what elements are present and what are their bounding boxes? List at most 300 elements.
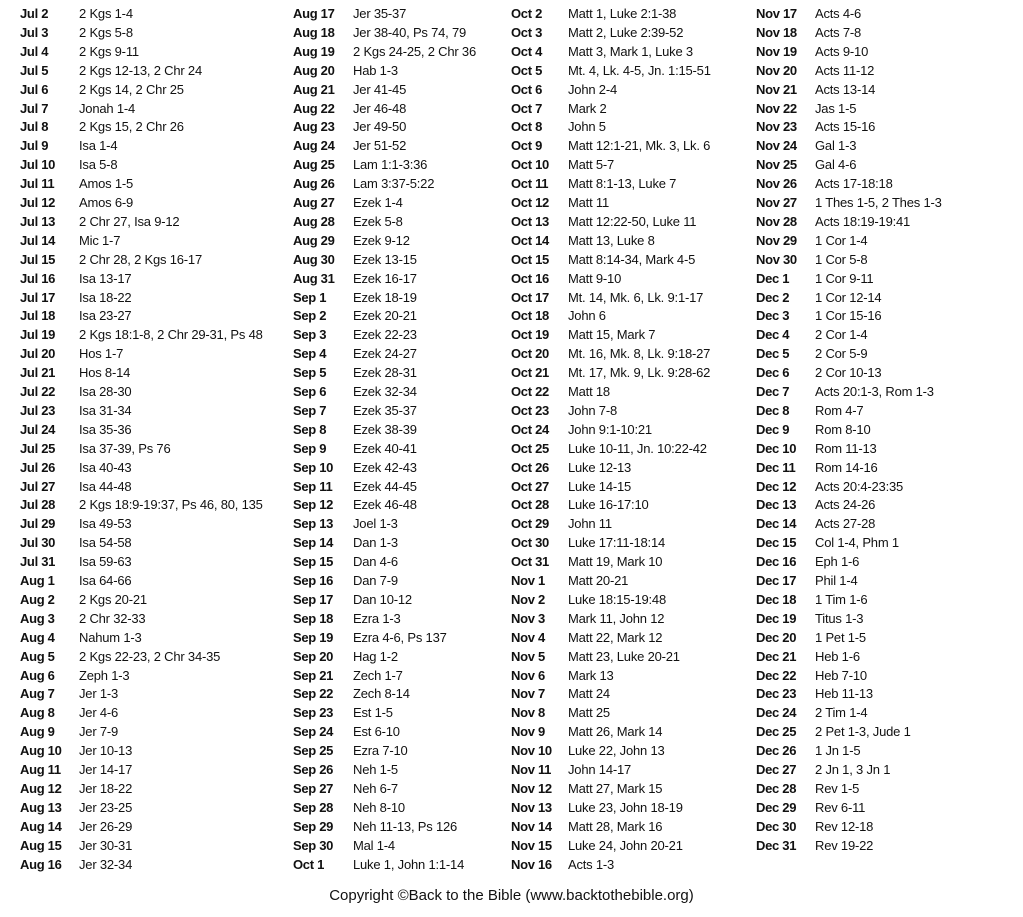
entry-reading: Ezek 20-21 [353,308,417,324]
entry-date: Dec 8 [756,402,790,418]
entry-date: Jul 26 [20,459,56,475]
entry-reading: Est 6-10 [353,724,400,740]
entry-reading: Ezek 35-37 [353,402,417,418]
entry-date: Dec 27 [756,762,797,777]
entry-date: Aug 16 [20,856,62,872]
entry-reading: Joel 1-3 [353,516,398,532]
entry-date: Aug 4 [20,629,55,645]
entry-date: Sep 22 [293,686,334,702]
entry-date: Oct 17 [511,289,549,305]
entry-reading: Mic 1-7 [79,232,121,248]
entry-reading: Isa 40-43 [79,459,132,475]
entry-date: Dec 16 [756,554,797,570]
entry-reading: 2 Kgs 12-13, 2 Chr 24 [79,62,202,78]
entry-date: Jul 4 [20,43,49,59]
entry-reading: Matt 8:14-34, Mark 4-5 [568,251,696,267]
entry-reading: Matt 22, Mark 12 [568,629,663,645]
entry-date: Nov 16 [511,856,552,872]
entry-reading: Jonah 1-4 [79,100,136,116]
entry-date: Sep 8 [293,421,327,437]
entry-date: Dec 31 [756,837,797,853]
entry-reading: Matt 20-21 [568,573,629,588]
entry-reading: 2 Kgs 5-8 [79,24,133,40]
entry-reading: Rom 11-13 [815,440,877,456]
entry-reading: Rom 14-16 [815,459,878,475]
entry-reading: 2 Chr 32-33 [79,610,146,626]
entry-reading: 2 Pet 1-3, Jude 1 [815,724,911,740]
entry-date: Oct 13 [511,213,549,229]
entry-date: Sep 6 [293,384,327,399]
entry-date: Aug 12 [20,780,62,796]
entry-reading: Isa 1-4 [79,138,118,154]
entry-date: Jul 9 [20,138,49,154]
entry-reading: Acts 9-10 [815,43,869,59]
entry-reading: 1 Cor 1-4 [815,232,868,248]
entry-date: Dec 12 [756,478,797,494]
entry-date: Oct 25 [511,440,549,456]
entry-reading: Acts 4-6 [815,6,862,21]
entry-date: Jul 2 [20,6,49,21]
entry-reading: Amos 1-5 [79,176,134,192]
entry-reading: Ezek 46-48 [353,497,417,513]
entry-reading: Luke 14-15 [568,478,632,494]
entry-reading: Acts 18:19-19:41 [815,213,911,229]
entry-date: Aug 31 [293,270,335,286]
entry-date: Oct 5 [511,62,543,78]
entry-date: Oct 7 [511,100,543,116]
entry-date: Sep 20 [293,648,334,664]
entry-reading: 1 Pet 1-5 [815,629,866,645]
entry-date: Dec 4 [756,327,790,343]
entry-date: Sep 21 [293,667,334,683]
entry-date: Sep 13 [293,516,334,532]
entry-date: Nov 21 [756,81,797,97]
entry-reading: Acts 7-8 [815,24,862,40]
entry-date: Jul 23 [20,402,56,418]
entry-date: Dec 15 [756,535,797,551]
entry-reading: Rom 8-10 [815,421,871,437]
entry-reading: Ezek 18-19 [353,289,417,305]
entry-date: Nov 6 [511,667,545,683]
entry-reading: 2 Chr 28, 2 Kgs 16-17 [79,251,202,267]
entry-reading: Matt 15, Mark 7 [568,327,656,343]
entry-reading: Matt 23, Luke 20-21 [568,648,680,664]
entry-date: Sep 18 [293,610,334,626]
entry-date: Aug 29 [293,232,335,248]
entry-date: Jul 25 [20,440,56,456]
entry-reading: Isa 18-22 [79,289,132,305]
entry-reading: John 5 [568,119,606,135]
entry-reading: Isa 49-53 [79,516,132,532]
entry-date: Jul 29 [20,516,56,532]
entry-reading: Mal 1-4 [353,837,395,853]
entry-reading: 2 Kgs 15, 2 Chr 26 [79,119,184,135]
entry-reading: Isa 31-34 [79,402,132,418]
entry-reading: Nahum 1-3 [79,629,142,645]
entry-reading: Dan 4-6 [353,554,398,570]
entry-reading: 2 Cor 5-9 [815,346,868,362]
entry-date: Oct 21 [511,365,549,381]
entry-reading: John 14-17 [568,762,632,777]
entry-reading: Matt 25 [568,705,610,721]
entry-reading: Eph 1-6 [815,554,860,570]
entry-reading: Luke 17:11-18:14 [568,535,666,551]
entry-reading: Mt. 4, Lk. 4-5, Jn. 1:15-51 [568,62,711,78]
entry-date: Oct 2 [511,6,543,21]
entry-reading: Gal 1-3 [815,138,857,154]
entry-reading: Heb 11-13 [815,686,873,702]
entry-date: Dec 29 [756,799,797,815]
entry-date: Oct 22 [511,384,549,399]
entry-reading: Isa 64-66 [79,573,132,588]
entry-reading: Luke 23, John 18-19 [568,799,683,815]
entry-date: Jul 22 [20,384,56,399]
entry-date: Dec 25 [756,724,797,740]
entry-date: Aug 9 [20,724,55,740]
entry-reading: Jas 1-5 [815,100,857,116]
entry-date: Nov 3 [511,610,545,626]
entry-reading: Matt 2, Luke 2:39-52 [568,24,684,40]
entry-reading: 2 Kgs 20-21 [79,591,147,607]
entry-date: Aug 30 [293,251,335,267]
entry-reading: Rom 4-7 [815,402,864,418]
entry-date: Oct 30 [511,535,549,551]
entry-date: Nov 8 [511,705,545,721]
entry-reading: 2 Jn 1, 3 Jn 1 [815,762,891,777]
entry-reading: Ezek 22-23 [353,327,417,343]
entry-reading: Luke 10-11, Jn. 10:22-42 [568,440,707,456]
entry-reading: Ezek 5-8 [353,213,403,229]
entry-date: Oct 9 [511,138,543,154]
entry-reading: Jer 32-34 [79,856,133,872]
entry-date: Dec 21 [756,648,797,664]
entry-date: Nov 17 [756,6,797,21]
entry-reading: Matt 12:1-21, Mk. 3, Lk. 6 [568,138,711,154]
entry-date: Dec 14 [756,516,797,532]
entry-reading: Jer 35-37 [353,6,407,21]
entry-date: Aug 24 [293,138,335,154]
entry-reading: Acts 15-16 [815,119,876,135]
entry-date: Dec 6 [756,365,790,381]
entry-date: Sep 15 [293,554,334,570]
entry-reading: 1 Tim 1-6 [815,591,868,607]
entry-reading: Matt 24 [568,686,610,702]
entry-date: Oct 10 [511,157,549,173]
entry-date: Oct 29 [511,516,549,532]
entry-reading: Acts 11-12 [815,62,875,78]
entry-reading: Rev 19-22 [815,837,874,853]
entry-reading: Rev 12-18 [815,818,874,834]
entry-date: Nov 7 [511,686,545,702]
entry-date: Jul 10 [20,157,56,173]
entry-reading: 2 Chr 27, Isa 9-12 [79,213,180,229]
entry-date: Nov 4 [511,629,545,645]
entry-date: Sep 2 [293,308,327,324]
entry-reading: Ezek 40-41 [353,440,417,456]
entry-reading: Jer 30-31 [79,837,133,853]
entry-date: Dec 28 [756,780,797,796]
entry-date: Sep 3 [293,327,327,343]
entry-date: Jul 7 [20,100,49,116]
entry-date: Nov 27 [756,195,797,210]
entry-reading: Jer 49-50 [353,119,407,135]
entry-date: Jul 3 [20,24,49,40]
entry-date: Dec 24 [756,705,797,721]
entry-date: Aug 21 [293,81,335,97]
entry-reading: Neh 8-10 [353,799,405,815]
entry-date: Nov 11 [511,762,552,777]
entry-date: Sep 1 [293,289,327,305]
entry-date: Sep 25 [293,743,334,759]
entry-reading: Lam 3:37-5:22 [353,176,435,192]
entry-date: Aug 15 [20,837,62,853]
entry-date: Sep 28 [293,799,334,815]
entry-reading: Matt 13, Luke 8 [568,232,655,248]
entry-reading: Luke 16-17:10 [568,497,649,513]
entry-date: Jul 6 [20,81,49,97]
entry-reading: Acts 1-3 [568,856,615,872]
entry-date: Jul 11 [20,176,55,192]
entry-date: Sep 12 [293,497,334,513]
entry-reading: John 2-4 [568,81,617,97]
entry-date: Oct 24 [511,421,549,437]
entry-date: Aug 7 [20,686,55,702]
entry-reading: Jer 7-9 [79,724,119,740]
entry-date: Dec 13 [756,497,797,513]
entry-date: Jul 19 [20,327,56,343]
entry-reading: Matt 11 [568,195,609,210]
entry-date: Sep 7 [293,402,327,418]
entry-reading: Zech 8-14 [353,686,410,702]
entry-date: Jul 8 [20,119,49,135]
entry-reading: Isa 44-48 [79,478,132,494]
entry-reading: Ezek 24-27 [353,346,417,362]
entry-reading: Acts 24-26 [815,497,876,513]
entry-date: Sep 26 [293,762,334,777]
entry-date: Jul 24 [20,421,56,437]
entry-reading: Matt 5-7 [568,157,615,173]
entry-date: Aug 2 [20,591,55,607]
entry-reading: Dan 10-12 [353,591,412,607]
entry-date: Aug 23 [293,119,335,135]
entry-reading: Col 1-4, Phm 1 [815,535,899,551]
entry-date: Nov 13 [511,799,552,815]
entry-reading: Isa 37-39, Ps 76 [79,440,171,456]
entry-date: Jul 21 [20,365,56,381]
entry-reading: Jer 14-17 [79,762,133,777]
entry-date: Jul 18 [20,308,56,324]
entry-reading: Luke 1, John 1:1-14 [353,856,465,872]
reading-plan-columns [0,4,1023,874]
entry-date: Aug 3 [20,610,55,626]
entry-reading: Hos 8-14 [79,365,131,381]
entry-date: Dec 23 [756,686,797,702]
entry-date: Sep 10 [293,459,334,475]
entry-date: Oct 26 [511,459,549,475]
entry-date: Oct 27 [511,478,549,494]
entry-reading: Isa 59-63 [79,554,132,570]
entry-date: Aug 28 [293,213,335,229]
entry-reading: Jer 10-13 [79,743,133,759]
entry-date: Nov 9 [511,724,545,740]
entry-date: Nov 26 [756,176,797,192]
entry-reading: Matt 27, Mark 15 [568,780,663,796]
entry-reading: 2 Kgs 24-25, 2 Chr 36 [353,43,476,59]
entry-reading: Neh 11-13, Ps 126 [353,818,458,834]
entry-date: Aug 22 [293,100,335,116]
entry-reading: Hag 1-2 [353,648,398,664]
entry-reading: Rev 1-5 [815,780,860,796]
entry-date: Nov 5 [511,648,545,664]
entry-reading: Rev 6-11 [815,799,866,815]
entry-reading: Luke 18:15-19:48 [568,591,666,607]
entry-reading: 2 Kgs 9-11 [79,43,139,59]
entry-reading: Acts 20:1-3, Rom 1-3 [815,384,934,399]
entry-reading: Dan 1-3 [353,535,398,551]
entry-date: Dec 20 [756,629,797,645]
entry-date: Oct 20 [511,346,549,362]
entry-reading: Ezek 32-34 [353,384,417,399]
entry-date: Sep 9 [293,440,327,456]
entry-date: Sep 14 [293,535,334,551]
entry-date: Dec 22 [756,667,797,683]
entry-date: Aug 18 [293,24,335,40]
entry-reading: Mt. 17, Mk. 9, Lk. 9:28-62 [568,365,711,381]
entry-reading: Jer 51-52 [353,138,407,154]
entry-reading: Mt. 16, Mk. 8, Lk. 9:18-27 [568,346,711,362]
entry-date: Nov 28 [756,213,797,229]
entry-reading: 2 Cor 1-4 [815,327,868,343]
entry-reading: Mark 13 [568,667,614,683]
entry-reading: Heb 7-10 [815,667,867,683]
entry-reading: John 7-8 [568,402,617,418]
entry-date: Nov 24 [756,138,797,154]
entry-reading: Mt. 14, Mk. 6, Lk. 9:1-17 [568,289,704,305]
entry-date: Nov 19 [756,43,797,59]
entry-date: Aug 13 [20,799,62,815]
entry-date: Jul 13 [20,213,56,229]
entry-date: Dec 10 [756,440,797,456]
entry-date: Dec 30 [756,818,797,834]
entry-date: Aug 19 [293,43,335,59]
entry-date: Aug 5 [20,648,55,664]
entry-date: Nov 2 [511,591,545,607]
entry-reading: Isa 5-8 [79,157,118,173]
entry-date: Aug 6 [20,667,55,683]
entry-date: Oct 15 [511,251,549,267]
entry-reading: Heb 1-6 [815,648,860,664]
entry-reading: Luke 24, John 20-21 [568,837,683,853]
entry-reading: Jer 46-48 [353,100,407,116]
entry-reading: Ezek 28-31 [353,365,417,381]
entry-reading: Jer 23-25 [79,799,133,815]
entry-date: Jul 30 [20,535,56,551]
entry-reading: Isa 28-30 [79,384,132,399]
entry-date: Jul 20 [20,346,56,362]
entry-date: Sep 11 [293,478,333,494]
entry-date: Nov 12 [511,780,552,796]
entry-reading: 2 Kgs 18:9-19:37, Ps 46, 80, 135 [79,497,263,513]
entry-reading: Jer 38-40, Ps 74, 79 [353,24,467,40]
entry-reading: Ezek 9-12 [353,232,410,248]
entry-date: Nov 29 [756,232,797,248]
entry-reading: Ezek 44-45 [353,478,417,494]
entry-reading: John 9:1-10:21 [568,421,652,437]
entry-date: Nov 14 [511,818,552,834]
entry-reading: Matt 19, Mark 10 [568,554,663,570]
entry-date: Aug 20 [293,62,335,78]
entry-reading: 2 Kgs 1-4 [79,6,133,21]
entry-date: Oct 18 [511,308,549,324]
entry-reading: Matt 28, Mark 16 [568,818,663,834]
entry-reading: Jer 41-45 [353,81,407,97]
entry-reading: Gal 4-6 [815,157,857,173]
entry-date: Dec 7 [756,384,790,399]
entry-date: Sep 24 [293,724,334,740]
entry-reading: Ezra 1-3 [353,610,401,626]
entry-date: Oct 6 [511,81,543,97]
entry-reading: Isa 54-58 [79,535,132,551]
entry-date: Nov 18 [756,24,797,40]
entry-date: Aug 27 [293,195,335,210]
entry-date: Sep 19 [293,629,334,645]
entry-date: Jul 16 [20,270,56,286]
entry-reading: 2 Cor 10-13 [815,365,882,381]
entry-reading: 1 Jn 1-5 [815,743,861,759]
entry-reading: Isa 13-17 [79,270,132,286]
entry-reading: Neh 6-7 [353,780,398,796]
entry-reading: Matt 9-10 [568,270,622,286]
entry-reading: Matt 1, Luke 2:1-38 [568,6,677,21]
entry-date: Dec 11 [756,459,796,475]
entry-reading: Luke 12-13 [568,459,632,475]
entry-date: Oct 31 [511,554,549,570]
entry-reading: Ezek 42-43 [353,459,417,475]
entry-reading: John 11 [568,516,612,532]
entry-reading: Jer 18-22 [79,780,133,796]
entry-reading: Mark 11, John 12 [568,610,665,626]
entry-date: Dec 5 [756,346,790,362]
entry-date: Aug 25 [293,157,335,173]
entry-date: Oct 4 [511,43,543,59]
entry-reading: Acts 17-18:18 [815,176,893,192]
copyright-notice: Copyright ©Back to the Bible (www.backtothebible.org) [329,887,694,904]
entry-date: Jul 15 [20,251,56,267]
entry-reading: 1 Cor 9-11 [815,270,874,286]
entry-reading: Matt 26, Mark 14 [568,724,663,740]
entry-date: Nov 1 [511,573,545,588]
entry-reading: Jer 1-3 [79,686,119,702]
entry-date: Sep 27 [293,780,334,796]
entry-date: Oct 16 [511,270,549,286]
entry-date: Oct 14 [511,232,549,248]
entry-date: Nov 25 [756,157,797,173]
entry-date: Oct 28 [511,497,549,513]
entry-reading: 1 Cor 15-16 [815,308,882,324]
entry-date: Sep 4 [293,346,327,362]
entry-reading: Ezek 16-17 [353,270,417,286]
entry-date: Nov 23 [756,119,797,135]
entry-date: Nov 30 [756,251,797,267]
entry-reading: Matt 8:1-13, Luke 7 [568,176,677,192]
entry-date: Dec 3 [756,308,790,324]
entry-reading: Hab 1-3 [353,62,398,78]
entry-date: Aug 26 [293,176,335,192]
entry-reading: 2 Kgs 14, 2 Chr 25 [79,81,184,97]
entry-reading: Acts 13-14 [815,81,876,97]
entry-date: Aug 14 [20,818,62,834]
entry-date: Sep 23 [293,705,334,721]
